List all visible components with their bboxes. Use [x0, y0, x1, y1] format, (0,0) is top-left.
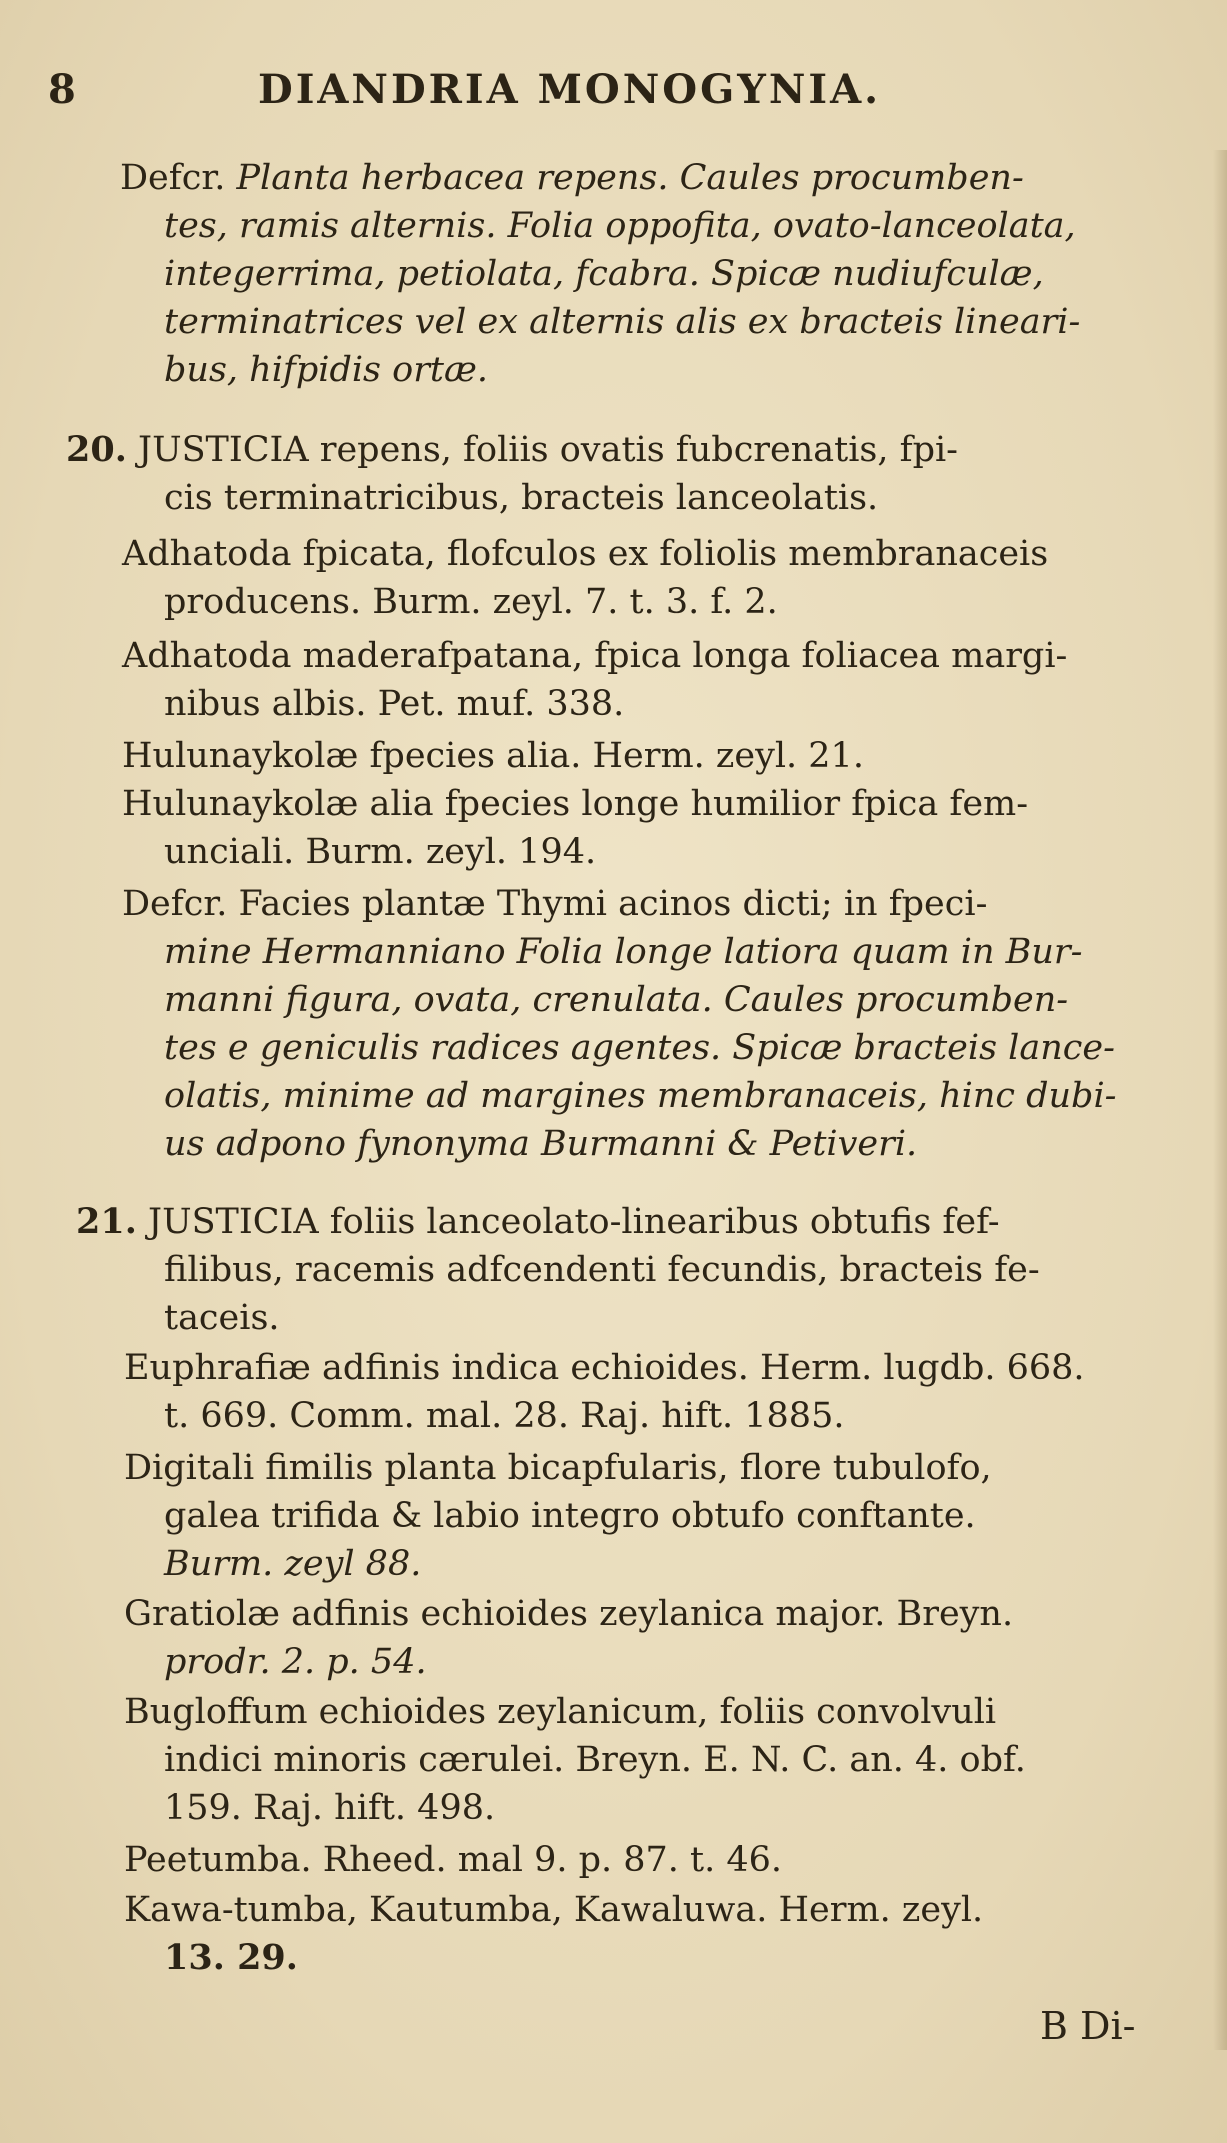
line-text: Planta herbacea repens. Caules procumben-	[236, 158, 1024, 198]
text-line: prodr. 2. p. 54.	[164, 1642, 427, 1682]
synonym-line: Bugloffum echioides zeylanicum, foliis convolvuli	[124, 1692, 997, 1732]
text-line: indici minoris cærulei. Breyn. E. N. C. an. 4. obf.	[164, 1740, 1026, 1780]
text-line: manni figura, ovata, crenulata. Caules procumben-	[164, 980, 1069, 1020]
text-line: taceis.	[164, 1298, 280, 1338]
text-line: Burm. zeyl 88.	[164, 1544, 422, 1584]
text-line: terminatrices vel ex alternis alis ex bracteis lineari-	[164, 302, 1081, 342]
synonym-line: Digitali fimilis planta bicapfularis, flore tubulofo,	[124, 1448, 992, 1488]
entry-number: 21.	[76, 1201, 137, 1242]
line-text: JUSTICIA foliis lanceolato-linearibus obtufis fef-	[148, 1202, 1000, 1242]
species-entry-heading	[66, 428, 958, 472]
synonym-line: Euphrafiæ adfinis indica echioides. Herm. lugdb. 668.	[124, 1348, 1085, 1388]
synonym-line: Kawa-tumba, Kautumba, Kawaluwa. Herm. zeyl.	[124, 1890, 984, 1930]
line-prefix: Defcr.	[120, 158, 226, 198]
synonym-line: Hulunaykolæ fpecies alia. Herm. zeyl. 21.	[122, 736, 864, 776]
text-line: mine Hermanniano Folia longe latiora quam in Bur-	[164, 932, 1083, 972]
page-edge-shadow	[1213, 150, 1227, 2050]
catchword: B Di-	[1040, 2004, 1136, 2048]
text-line: t. 669. Comm. mal. 28. Raj. hift. 1885.	[164, 1396, 845, 1436]
text-line: unciali. Burm. zeyl. 194.	[164, 832, 597, 872]
text-line: tes, ramis alternis. Folia oppofita, ovato-lanceolata,	[164, 206, 1076, 246]
synonym-line: Adhatoda maderafpatana, fpica longa foliacea margi-	[122, 636, 1068, 676]
synonym-line: Gratiolæ adfinis echioides zeylanica major. Breyn.	[124, 1594, 1014, 1634]
synonym-line: Adhatoda fpicata, flofculos ex foliolis membranaceis	[122, 534, 1049, 574]
text-line: tes e geniculis radices agentes. Spicæ bracteis lance-	[164, 1028, 1115, 1068]
text-line: us adpono fynonyma Burmanni & Petiveri.	[164, 1124, 918, 1164]
synonym-line: Peetumba. Rheed. mal 9. p. 87. t. 46.	[124, 1840, 783, 1880]
text-line: nibus albis. Pet. muf. 338.	[164, 684, 625, 724]
text-line	[120, 156, 1024, 200]
species-entry-heading	[76, 1200, 1000, 1244]
text-line: cis terminatricibus, bracteis lanceolatis.	[164, 478, 879, 518]
synonym-line: Hulunaykolæ alia fpecies longe humilior fpica fem-	[122, 784, 1029, 824]
entry-number: 20.	[66, 429, 127, 470]
text-line: producens. Burm. zeyl. 7. t. 3. f. 2.	[164, 582, 778, 622]
page-number: 8	[48, 66, 79, 113]
text-line: 13. 29.	[164, 1937, 298, 1978]
text-line: 159. Raj. hift. 498.	[164, 1788, 496, 1828]
text-line: filibus, racemis adfcendenti fecundis, bracteis fe-	[164, 1250, 1040, 1290]
description-line: Defcr. Facies plantæ Thymi acinos dicti; in fpeci-	[122, 884, 988, 924]
text-line: olatis, minime ad margines membranaceis, hinc dubi-	[164, 1076, 1117, 1116]
text-line: galea trifida & labio integro obtufo conftante.	[164, 1496, 976, 1536]
line-text: JUSTICIA repens, foliis ovatis fubcrenatis, fpi-	[138, 430, 959, 470]
text-line: bus, hifpidis ortæ.	[164, 350, 489, 390]
text-line: integerrima, petiolata, fcabra. Spicæ nudiufculæ,	[164, 254, 1044, 294]
running-title: DIANDRIA MONOGYNIA.	[258, 66, 882, 113]
